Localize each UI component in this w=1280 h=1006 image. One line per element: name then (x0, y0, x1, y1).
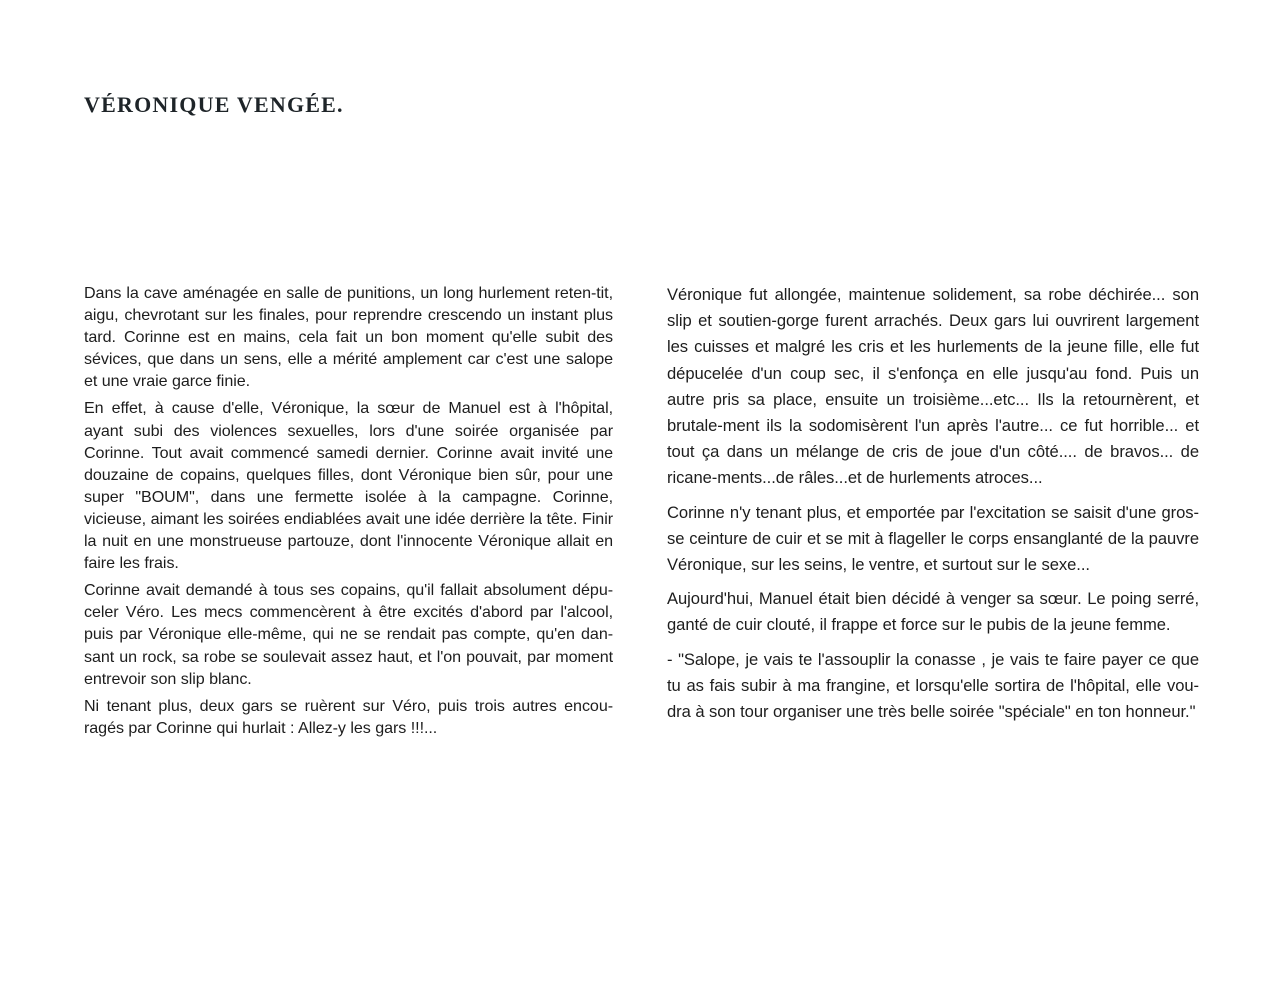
text-column-right (667, 282, 1199, 725)
page-title: VÉRONIQUE VENGÉE. (84, 91, 344, 117)
paragraph: Aujourd'hui, Manuel était bien décidé à venger sa sœur. Le poing serré, ganté de cuir clouté, il frappe et force sur le pubis de la jeune femme. (667, 589, 1199, 635)
paragraph: Ni tenant plus, deux gars se ruèrent sur Véro, puis trois autres encou-ragés par Corinne qui hurlait : Allez-y les gars !!!... (84, 696, 613, 737)
text-column-left (84, 282, 613, 739)
paragraph: - "Salope, je vais te l'assouplir la conasse , je vais te faire payer ce que tu as fais subir à ma frangine, et lorsqu'elle sortira de l'hôpital, elle vou-dra à son tour organiser une très belle soirée "spéciale" en ton honneur." (667, 649, 1199, 722)
paragraph: En effet, à cause d'elle, Véronique, la sœur de Manuel est à l'hôpital, ayant subi des violences sexuelles, lors d'une soirée organisée par Corinne. Tout avait commencé samedi dernier. Corinne avait invité une douzaine de copains, quelques filles, dont Véronique bien sûr, pour une super "BOUM", dans une fermette isolée à la campagne. Corinne, vicieuse, aimant les soirées endiablées avait une idée derrière la tête. Finir la nuit en une monstrueuse partouze, dont l'innocente Véronique allait en faire les frais. (84, 399, 613, 573)
paragraph: Véronique fut allongée, maintenue solidement, sa robe déchirée... son slip et soutien-gorge furent arrachés. Deux gars lui ouvrirent largement les cuisses et malgré les cris et les hurlements de la jeune fille, elle fut dépucelée d'un coup sec, il s'enfonça en elle jusqu'au fond. Puis un autre pris sa place, ensuite un troisième...etc... Ils la retournèrent, et brutale-ment ils la sodomisèrent l'un après l'autre... ce fut horrible... et tout ça dans un mélange de cris de joue d'un côté.... de bravos... de ricane-ments...de râles...et de hurlements atroces... (667, 285, 1199, 488)
paragraph: Corinne n'y tenant plus, et emportée par l'excitation se saisit d'une gros-se ceinture de cuir et se mit à flageller le corps ensanglanté de la pauvre Véronique, sur les seins, le ventre, et surtout sur le sexe... (667, 502, 1199, 575)
paragraph: Dans la cave aménagée en salle de punitions, un long hurlement reten-tit, aigu, chevrotant sur les finales, pour reprendre crescendo un instant plus tard. Corinne est en mains, cela fait un bon moment qu'elle subit des sévices, que dans un sens, elle a mérité amplement car c'est une salope et une vraie garce finie. (84, 284, 613, 391)
paragraph: Corinne avait demandé à tous ses copains, qu'il fallait absolument dépu-celer Véro. Les mecs commencèrent à être excités d'abord par l'alcool, puis par Véronique elle-même, qui ne se rendait pas compte, qu'en dan-sant un rock, sa robe se soulevait assez haut, et l'on pouvait, par moment entrevoir son slip blanc. (84, 581, 613, 688)
